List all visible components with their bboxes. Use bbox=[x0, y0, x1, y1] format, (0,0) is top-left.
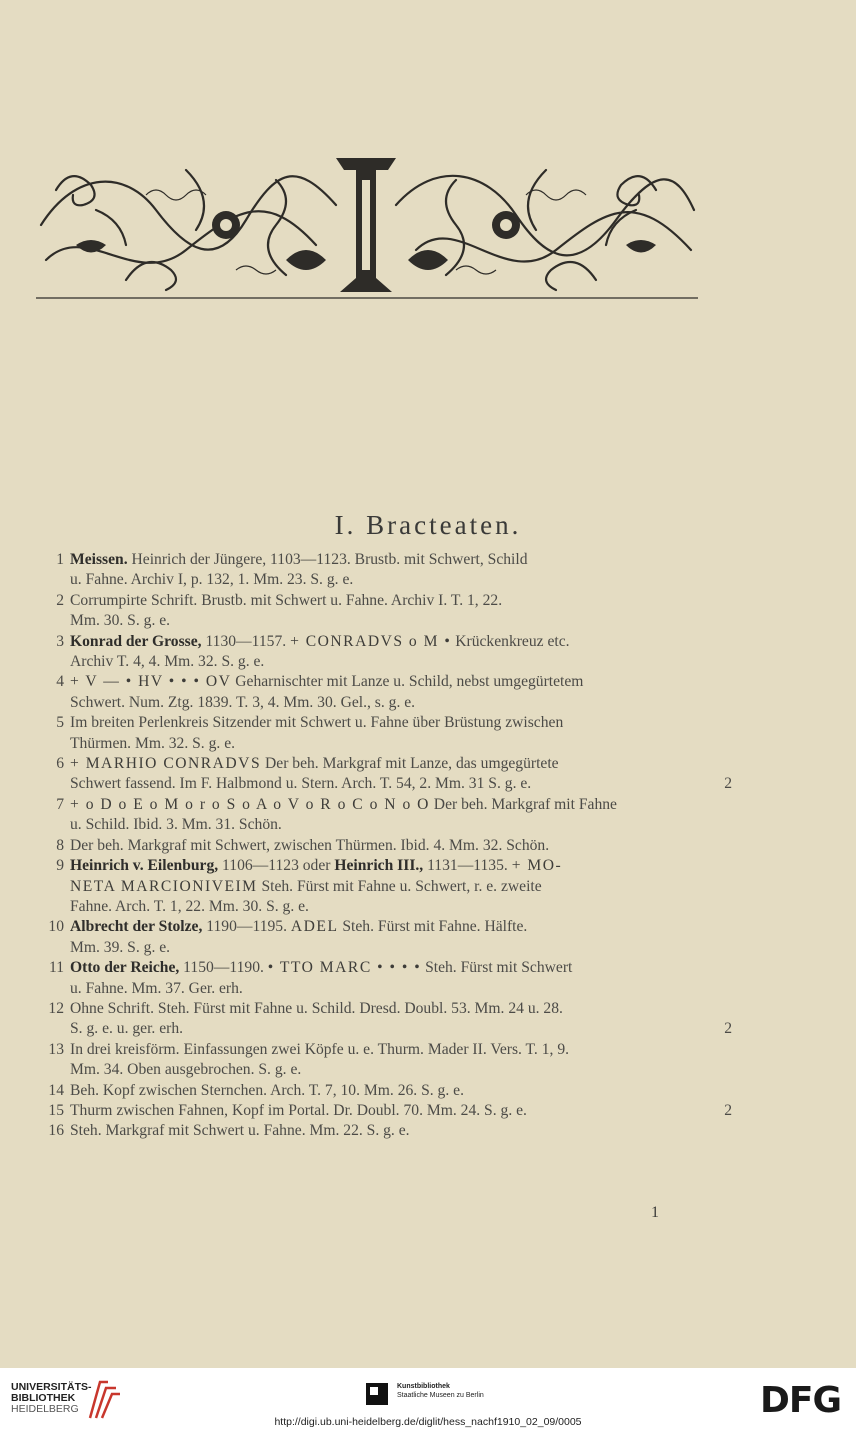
entry-text: u. Fahne. Archiv I, p. 132, 1. Mm. 23. S. g. e. bbox=[70, 571, 354, 589]
entry-text: u. Schild. Ibid. 3. Mm. 31. Schön. bbox=[70, 816, 282, 834]
entry-line bbox=[70, 570, 730, 590]
catalog-entry bbox=[40, 1040, 730, 1081]
entry-line bbox=[70, 1101, 730, 1121]
catalog-entry bbox=[40, 999, 730, 1040]
entry-text: Thürmen. Mm. 32. S. g. e. bbox=[70, 734, 236, 752]
digitization-footer bbox=[0, 1368, 856, 1431]
coin-legend: NETA MARCIONIVEIM bbox=[70, 877, 258, 895]
entry-number: 9 bbox=[56, 857, 64, 875]
entry-text: Der beh. Markgraf mit Lanze, das umgegürtete bbox=[261, 755, 559, 773]
entry-text: 1106—1123 oder bbox=[218, 857, 335, 875]
page-number: 1 bbox=[651, 1204, 659, 1221]
coin-legend: • TTO MARC • • • • bbox=[267, 959, 422, 977]
entry-number: 13 bbox=[48, 1040, 64, 1058]
coin-legend: + MO- bbox=[511, 857, 563, 875]
entry-text: 1190—1195. bbox=[202, 918, 291, 936]
entry-line bbox=[70, 632, 730, 652]
catalog-entry bbox=[40, 856, 730, 917]
entry-line bbox=[70, 999, 730, 1019]
kunstbibliothek-label bbox=[397, 1382, 484, 1400]
ruler-name: Albrecht der Stolze, bbox=[70, 918, 203, 936]
entry-number: 8 bbox=[56, 836, 64, 854]
entry-line bbox=[70, 1081, 730, 1101]
entry-line bbox=[70, 815, 730, 835]
entry-number: 11 bbox=[48, 959, 64, 977]
entry-text: Schwert. Num. Ztg. 1839. T. 3, 4. Mm. 30. Gel., s. g. e. bbox=[70, 693, 416, 711]
entry-line bbox=[70, 1060, 730, 1080]
entry-text: Mm. 39. S. g. e. bbox=[70, 938, 171, 956]
kunstbibliothek-logo-icon bbox=[366, 1383, 388, 1405]
entry-line bbox=[70, 754, 730, 774]
section-heading: I. Bracteaten. bbox=[334, 510, 522, 540]
kb-title: Kunstbibliothek bbox=[397, 1383, 450, 1390]
entry-number: 2 bbox=[56, 591, 64, 609]
catalog-entry bbox=[40, 713, 730, 754]
entry-text: Steh. Fürst mit Fahne u. Schwert, r. e. zweite bbox=[257, 877, 542, 895]
entry-text: Im breiten Perlenkreis Sitzender mit Schwert u. Fahne über Brüstung zwischen bbox=[70, 714, 564, 732]
margin-count: 2 bbox=[724, 1101, 732, 1119]
entry-number: 7 bbox=[56, 795, 64, 813]
entry-text: 1131—1135. bbox=[423, 857, 512, 875]
ruler-name: Otto der Reiche, bbox=[70, 959, 180, 977]
entry-text: Mm. 34. Oben ausgebrochen. S. g. e. bbox=[70, 1061, 302, 1079]
ornamental-headpiece bbox=[36, 150, 698, 300]
entry-text: 1150—1190. bbox=[179, 959, 268, 977]
coin-legend: + MARHIO CONRADVS bbox=[70, 755, 262, 773]
entry-line bbox=[70, 672, 730, 692]
entry-line bbox=[70, 693, 730, 713]
entry-text: Mm. 30. S. g. e. bbox=[70, 612, 171, 630]
entry-text: S. g. e. u. ger. erh. bbox=[70, 1020, 184, 1038]
catalog-entry bbox=[40, 591, 730, 632]
entry-number: 12 bbox=[48, 999, 64, 1017]
entry-line bbox=[70, 979, 730, 999]
catalog-entry bbox=[40, 672, 730, 713]
university-library-name bbox=[11, 1382, 92, 1415]
catalog-entry bbox=[40, 632, 730, 673]
entry-text: Steh. Fürst mit Schwert bbox=[421, 959, 573, 977]
ruler-name: Konrad der Grosse, bbox=[70, 632, 202, 650]
entry-number: 6 bbox=[56, 755, 64, 773]
source-url-link[interactable]: http://digi.ub.uni-heidelberg.de/diglit/hess_nachf1910_02_09/0005 bbox=[274, 1416, 582, 1428]
ruler-name: Meissen. bbox=[70, 551, 128, 568]
catalog-entry bbox=[40, 550, 730, 591]
entry-number: 3 bbox=[56, 632, 64, 650]
entry-number: 4 bbox=[56, 673, 64, 691]
entry-number: 16 bbox=[48, 1122, 64, 1140]
catalog-entry bbox=[40, 917, 730, 958]
catalog-entry bbox=[40, 754, 730, 795]
entry-line bbox=[70, 897, 730, 917]
entry-line bbox=[70, 917, 730, 937]
coin-legend: ADEL bbox=[290, 918, 339, 936]
catalog-entry bbox=[40, 1121, 730, 1141]
entry-text: Archiv T. 4, 4. Mm. 32. S. g. e. bbox=[70, 653, 265, 671]
entry-number: 14 bbox=[48, 1081, 64, 1099]
entry-text: Heinrich der Jüngere, 1103—1123. Brustb. mit Schwert, Schild bbox=[127, 551, 528, 568]
entry-line bbox=[70, 877, 730, 897]
bracteate-list bbox=[40, 550, 730, 1142]
entry-number: 15 bbox=[48, 1101, 64, 1119]
dfg-logo: DFG bbox=[760, 1380, 842, 1421]
margin-count: 2 bbox=[724, 1020, 732, 1038]
university-line: UNIVERSITÄTS- bbox=[11, 1381, 92, 1393]
catalog-entry bbox=[40, 795, 730, 836]
entry-line bbox=[70, 550, 730, 570]
entry-line bbox=[70, 1040, 730, 1060]
catalog-entry bbox=[40, 1101, 730, 1121]
entry-line bbox=[70, 958, 730, 978]
entry-number: 5 bbox=[56, 714, 64, 732]
entry-line bbox=[70, 856, 730, 876]
entry-text: u. Fahne. Mm. 37. Ger. erh. bbox=[70, 979, 243, 997]
entry-number: 10 bbox=[48, 918, 64, 936]
entry-text: Steh. Fürst mit Fahne. Hälfte. bbox=[338, 918, 528, 936]
margin-count: 2 bbox=[724, 775, 732, 793]
entry-text: Krückenkreuz etc. bbox=[451, 632, 570, 650]
entry-text: Beh. Kopf zwischen Sternchen. Arch. T. 7, 10. Mm. 26. S. g. e. bbox=[70, 1081, 464, 1099]
entry-line bbox=[70, 938, 730, 958]
entry-text: Der beh. Markgraf mit Fahne bbox=[429, 795, 617, 813]
entry-line bbox=[70, 611, 730, 631]
entry-text: Thurm zwischen Fahnen, Kopf im Portal. Dr. Doubl. 70. Mm. 24. S. g. e. bbox=[70, 1101, 527, 1119]
university-line: BIBLIOTHEK bbox=[11, 1392, 76, 1404]
ruler-name: Heinrich III., bbox=[334, 857, 424, 875]
entry-text: 1130—1157. bbox=[201, 632, 291, 650]
entry-line bbox=[70, 652, 730, 672]
entry-text: Corrumpirte Schrift. Brustb. mit Schwert u. Fahne. Archiv I. T. 1, 22. bbox=[70, 591, 503, 609]
entry-text: Steh. Markgraf mit Schwert u. Fahne. Mm. 22. S. g. e. bbox=[70, 1122, 410, 1140]
entry-line bbox=[70, 734, 730, 754]
entry-line bbox=[70, 774, 730, 794]
university-logo-icon bbox=[86, 1374, 122, 1422]
university-line: HEIDELBERG bbox=[11, 1403, 79, 1415]
catalog-entry bbox=[40, 836, 730, 856]
catalog-entry bbox=[40, 1081, 730, 1101]
coin-legend: + CONRADVS o M • bbox=[290, 632, 452, 650]
kb-subtitle: Staatliche Museen zu Berlin bbox=[397, 1392, 484, 1399]
entry-number: 1 bbox=[56, 551, 64, 568]
entry-line bbox=[70, 591, 730, 611]
entry-text: Ohne Schrift. Steh. Fürst mit Fahne u. Schild. Dresd. Doubl. 53. Mm. 24 u. 28. bbox=[70, 999, 563, 1017]
entry-line bbox=[70, 1019, 730, 1039]
entry-line bbox=[70, 795, 730, 815]
ruler-name: Heinrich v. Eilenburg, bbox=[70, 857, 219, 875]
entry-line bbox=[70, 713, 730, 733]
entry-line bbox=[70, 836, 730, 856]
entry-text: Schwert fassend. Im F. Halbmond u. Stern. Arch. T. 54, 2. Mm. 31 S. g. e. bbox=[70, 775, 532, 793]
entry-text: Geharnischter mit Lanze u. Schild, nebst umgegürtetem bbox=[231, 673, 584, 691]
coin-legend: + V — • HV • • • OV bbox=[70, 673, 232, 691]
catalog-entry bbox=[40, 958, 730, 999]
coin-legend: + o D o E o M o r o S o A o V o R o C o N o O bbox=[70, 795, 430, 813]
entry-text: Fahne. Arch. T. 1, 22. Mm. 30. S. g. e. bbox=[70, 897, 309, 915]
entry-line bbox=[70, 1121, 730, 1141]
entry-text: In drei kreisförm. Einfassungen zwei Köpfe u. e. Thurm. Mader II. Vers. T. 1, 9. bbox=[70, 1040, 570, 1058]
entry-text: Der beh. Markgraf mit Schwert, zwischen Thürmen. Ibid. 4. Mm. 32. Schön. bbox=[70, 836, 550, 854]
